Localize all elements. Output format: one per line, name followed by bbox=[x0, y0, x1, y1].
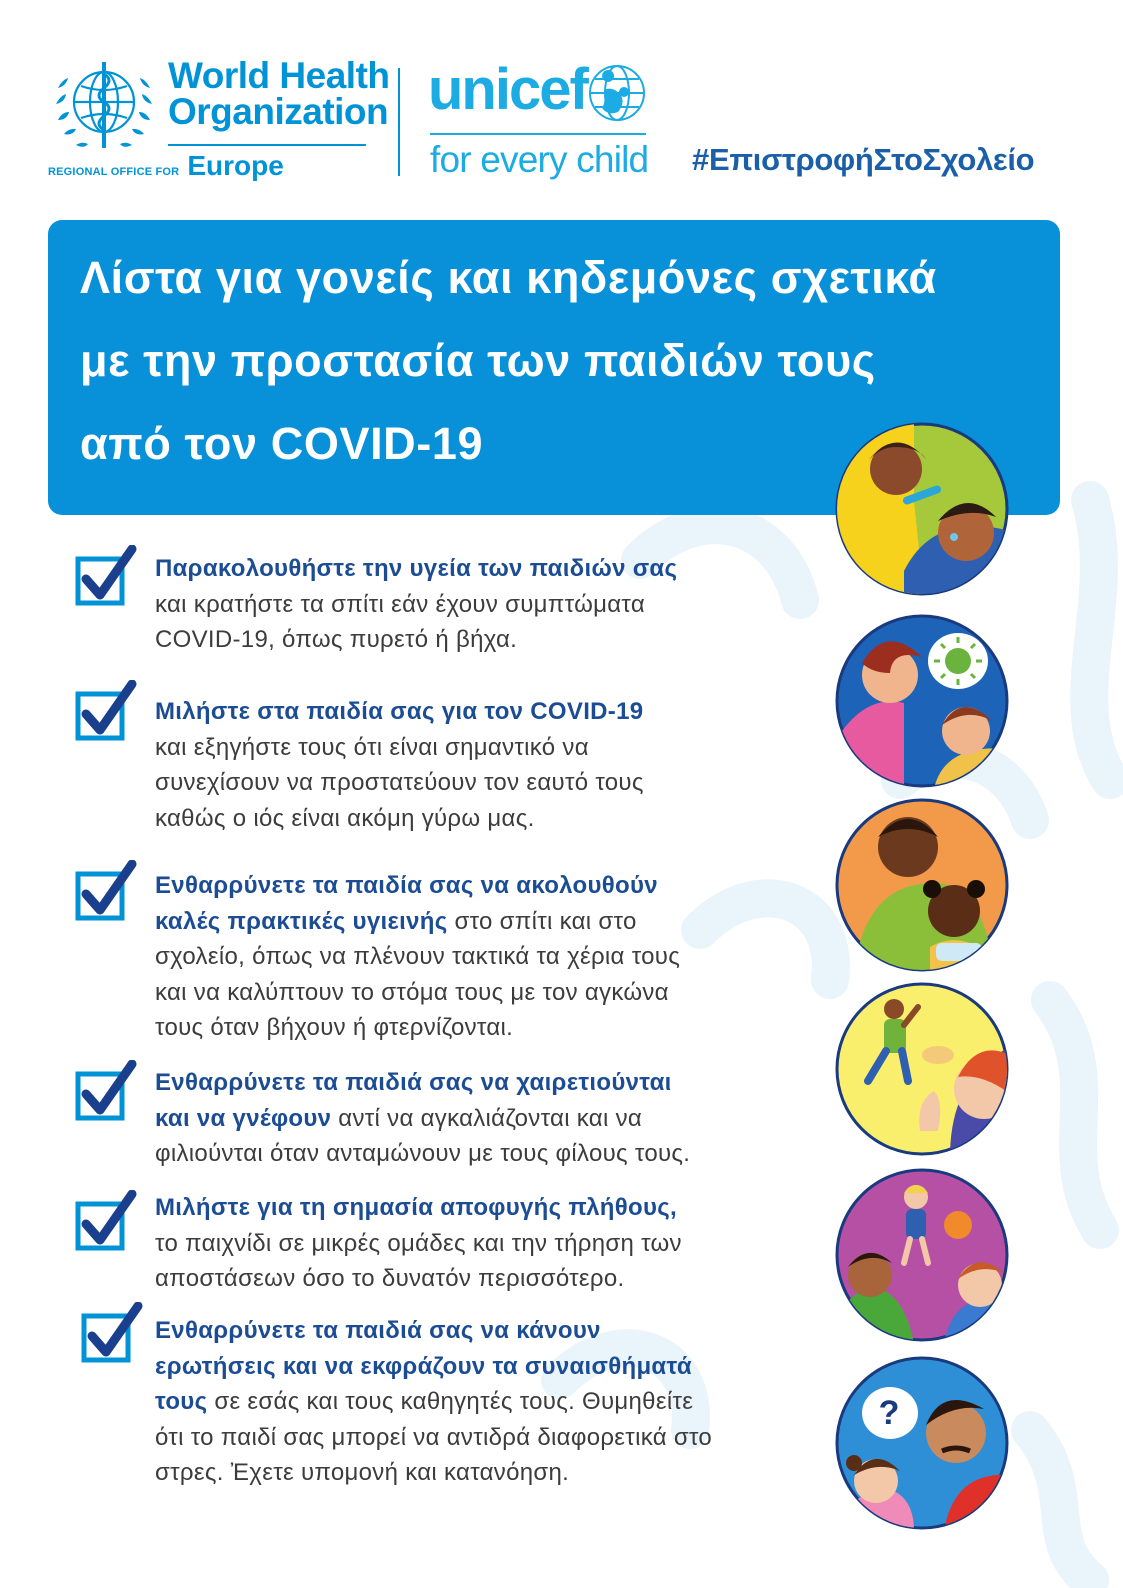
who-name bbox=[168, 55, 390, 132]
illustration-waving bbox=[834, 981, 1010, 1157]
item-3-line-2: στο σπίτι και στο bbox=[447, 907, 637, 935]
illustration-playing-in-small-groups bbox=[834, 1167, 1010, 1343]
item-4-heading: Ενθαρρύνετε τα παιδιά σας να χαιρετιούνται bbox=[155, 1069, 672, 1096]
item-5-heading: Μιλήστε για τη σημασία αποφυγής πλήθους, bbox=[155, 1194, 678, 1221]
checklist-item-5 bbox=[155, 1190, 815, 1297]
who-region bbox=[48, 150, 284, 182]
item-3-heading-cont: καλές πρακτικές υγιεινής bbox=[155, 907, 448, 935]
unicef-wordmark: unicef bbox=[428, 57, 587, 122]
item-2-line-2: και εξηγήστε τους ότι είναι σημαντικό να bbox=[155, 733, 589, 761]
item-3-heading: Ενθαρρύνετε τα παιδία σας να ακολουθούν bbox=[155, 872, 658, 899]
unicef-tagline: for every child bbox=[430, 139, 649, 180]
item-6-heading: Ενθαρρύνετε τα παιδιά σας να κάνουν bbox=[155, 1317, 601, 1344]
checklist-item-3 bbox=[155, 868, 815, 1046]
item-3-line-4: και να καλύπτουν το στόμα τους με τον αγκώνα bbox=[155, 978, 669, 1006]
title-line-1: Λίστα για γονείς και κηδεμόνες σχετικά bbox=[80, 252, 937, 303]
item-2-line-4: καθώς ο ιός είναι ακόμη γύρω μας. bbox=[155, 804, 535, 832]
item-1-line-2: και κρατήστε τα σπίτι εάν έχουν συμπτώματα bbox=[155, 590, 646, 618]
item-6-heading-cont: ερωτήσεις και να εκφράζουν τα συναισθήματά bbox=[155, 1352, 692, 1380]
unicef-rule bbox=[430, 133, 646, 135]
who-region-prefix: REGIONAL OFFICE FOR bbox=[48, 166, 180, 178]
who-region-name: Europe bbox=[187, 150, 284, 181]
item-6-line-4: ότι το παιδί σας μπορεί να αντιδρά διαφορετικά στο bbox=[155, 1423, 713, 1451]
checklist-item-2 bbox=[155, 694, 815, 836]
speech-bubble-question: ? bbox=[878, 1394, 900, 1432]
item-4-line-3: φιλιούνται όταν ανταμώνουν με τους φίλους τους. bbox=[155, 1140, 691, 1167]
unicef-emblem-icon bbox=[586, 62, 648, 124]
item-2-line-3: συνεχίσουν να προστατεύουν τον εαυτό τους bbox=[155, 769, 644, 796]
item-5-line-3: αποστάσεων όσο το δυνατόν περισσότερο. bbox=[155, 1265, 625, 1292]
checkbox-checked-icon bbox=[72, 680, 138, 746]
checkbox-checked-icon bbox=[78, 1302, 144, 1368]
who-name-line2: Organization bbox=[168, 91, 389, 132]
title-line-3: από τον COVID-19 bbox=[80, 418, 484, 469]
who-name-line1: World Health bbox=[168, 55, 390, 96]
checkbox-checked-icon bbox=[72, 860, 138, 926]
item-3-line-3: σχολείο, όπως να πλένουν τακτικά τα χέρια τους bbox=[155, 943, 681, 970]
who-rule bbox=[168, 144, 366, 146]
item-4-line-2: αντί να αγκαλιάζονται και να bbox=[331, 1104, 643, 1132]
checkbox-checked-icon bbox=[72, 545, 138, 611]
item-2-heading: Μιλήστε στα παιδία σας για τον COVID-19 bbox=[155, 698, 644, 725]
item-3-line-5: τους όταν βήχουν ή φτερνίζονται. bbox=[155, 1014, 514, 1041]
illustration-talking-about-virus bbox=[834, 613, 1010, 789]
item-6-line-3: σε εσάς και τους καθηγητές τους. Θυμηθείτε bbox=[207, 1388, 694, 1415]
item-5-line-2: το παιχνίδι σε μικρές ομάδες και την τήρηση των bbox=[155, 1229, 682, 1257]
who-emblem-icon bbox=[48, 48, 160, 160]
hashtag: #ΕπιστροφήΣτοΣχολείο bbox=[692, 142, 1035, 177]
item-4-heading-cont: και να γνέφουν bbox=[155, 1104, 332, 1132]
checkbox-checked-icon bbox=[72, 1060, 138, 1126]
item-6-line-5: στρες. Ἐχετε υπομονή και κατανόηση. bbox=[155, 1459, 570, 1486]
illustration-handwashing bbox=[834, 797, 1010, 973]
item-6-heading-end: τους bbox=[155, 1388, 208, 1415]
checklist-item-6 bbox=[155, 1313, 815, 1491]
title-line-2: με την προστασία των παιδιών τους bbox=[80, 335, 876, 386]
header-divider bbox=[398, 68, 400, 176]
item-1-line-3: COVID-19, όπως πυρετό ή βήχα. bbox=[155, 626, 518, 653]
checkbox-checked-icon bbox=[72, 1190, 138, 1256]
checklist-item-4 bbox=[155, 1065, 815, 1172]
checklist-item-1 bbox=[155, 551, 815, 658]
illustration-asking-questions bbox=[834, 1355, 1010, 1531]
item-1-heading: Παρακολουθήστε την υγεία των παιδιών σας bbox=[155, 555, 678, 582]
illustration-temperature-check bbox=[834, 421, 1010, 597]
